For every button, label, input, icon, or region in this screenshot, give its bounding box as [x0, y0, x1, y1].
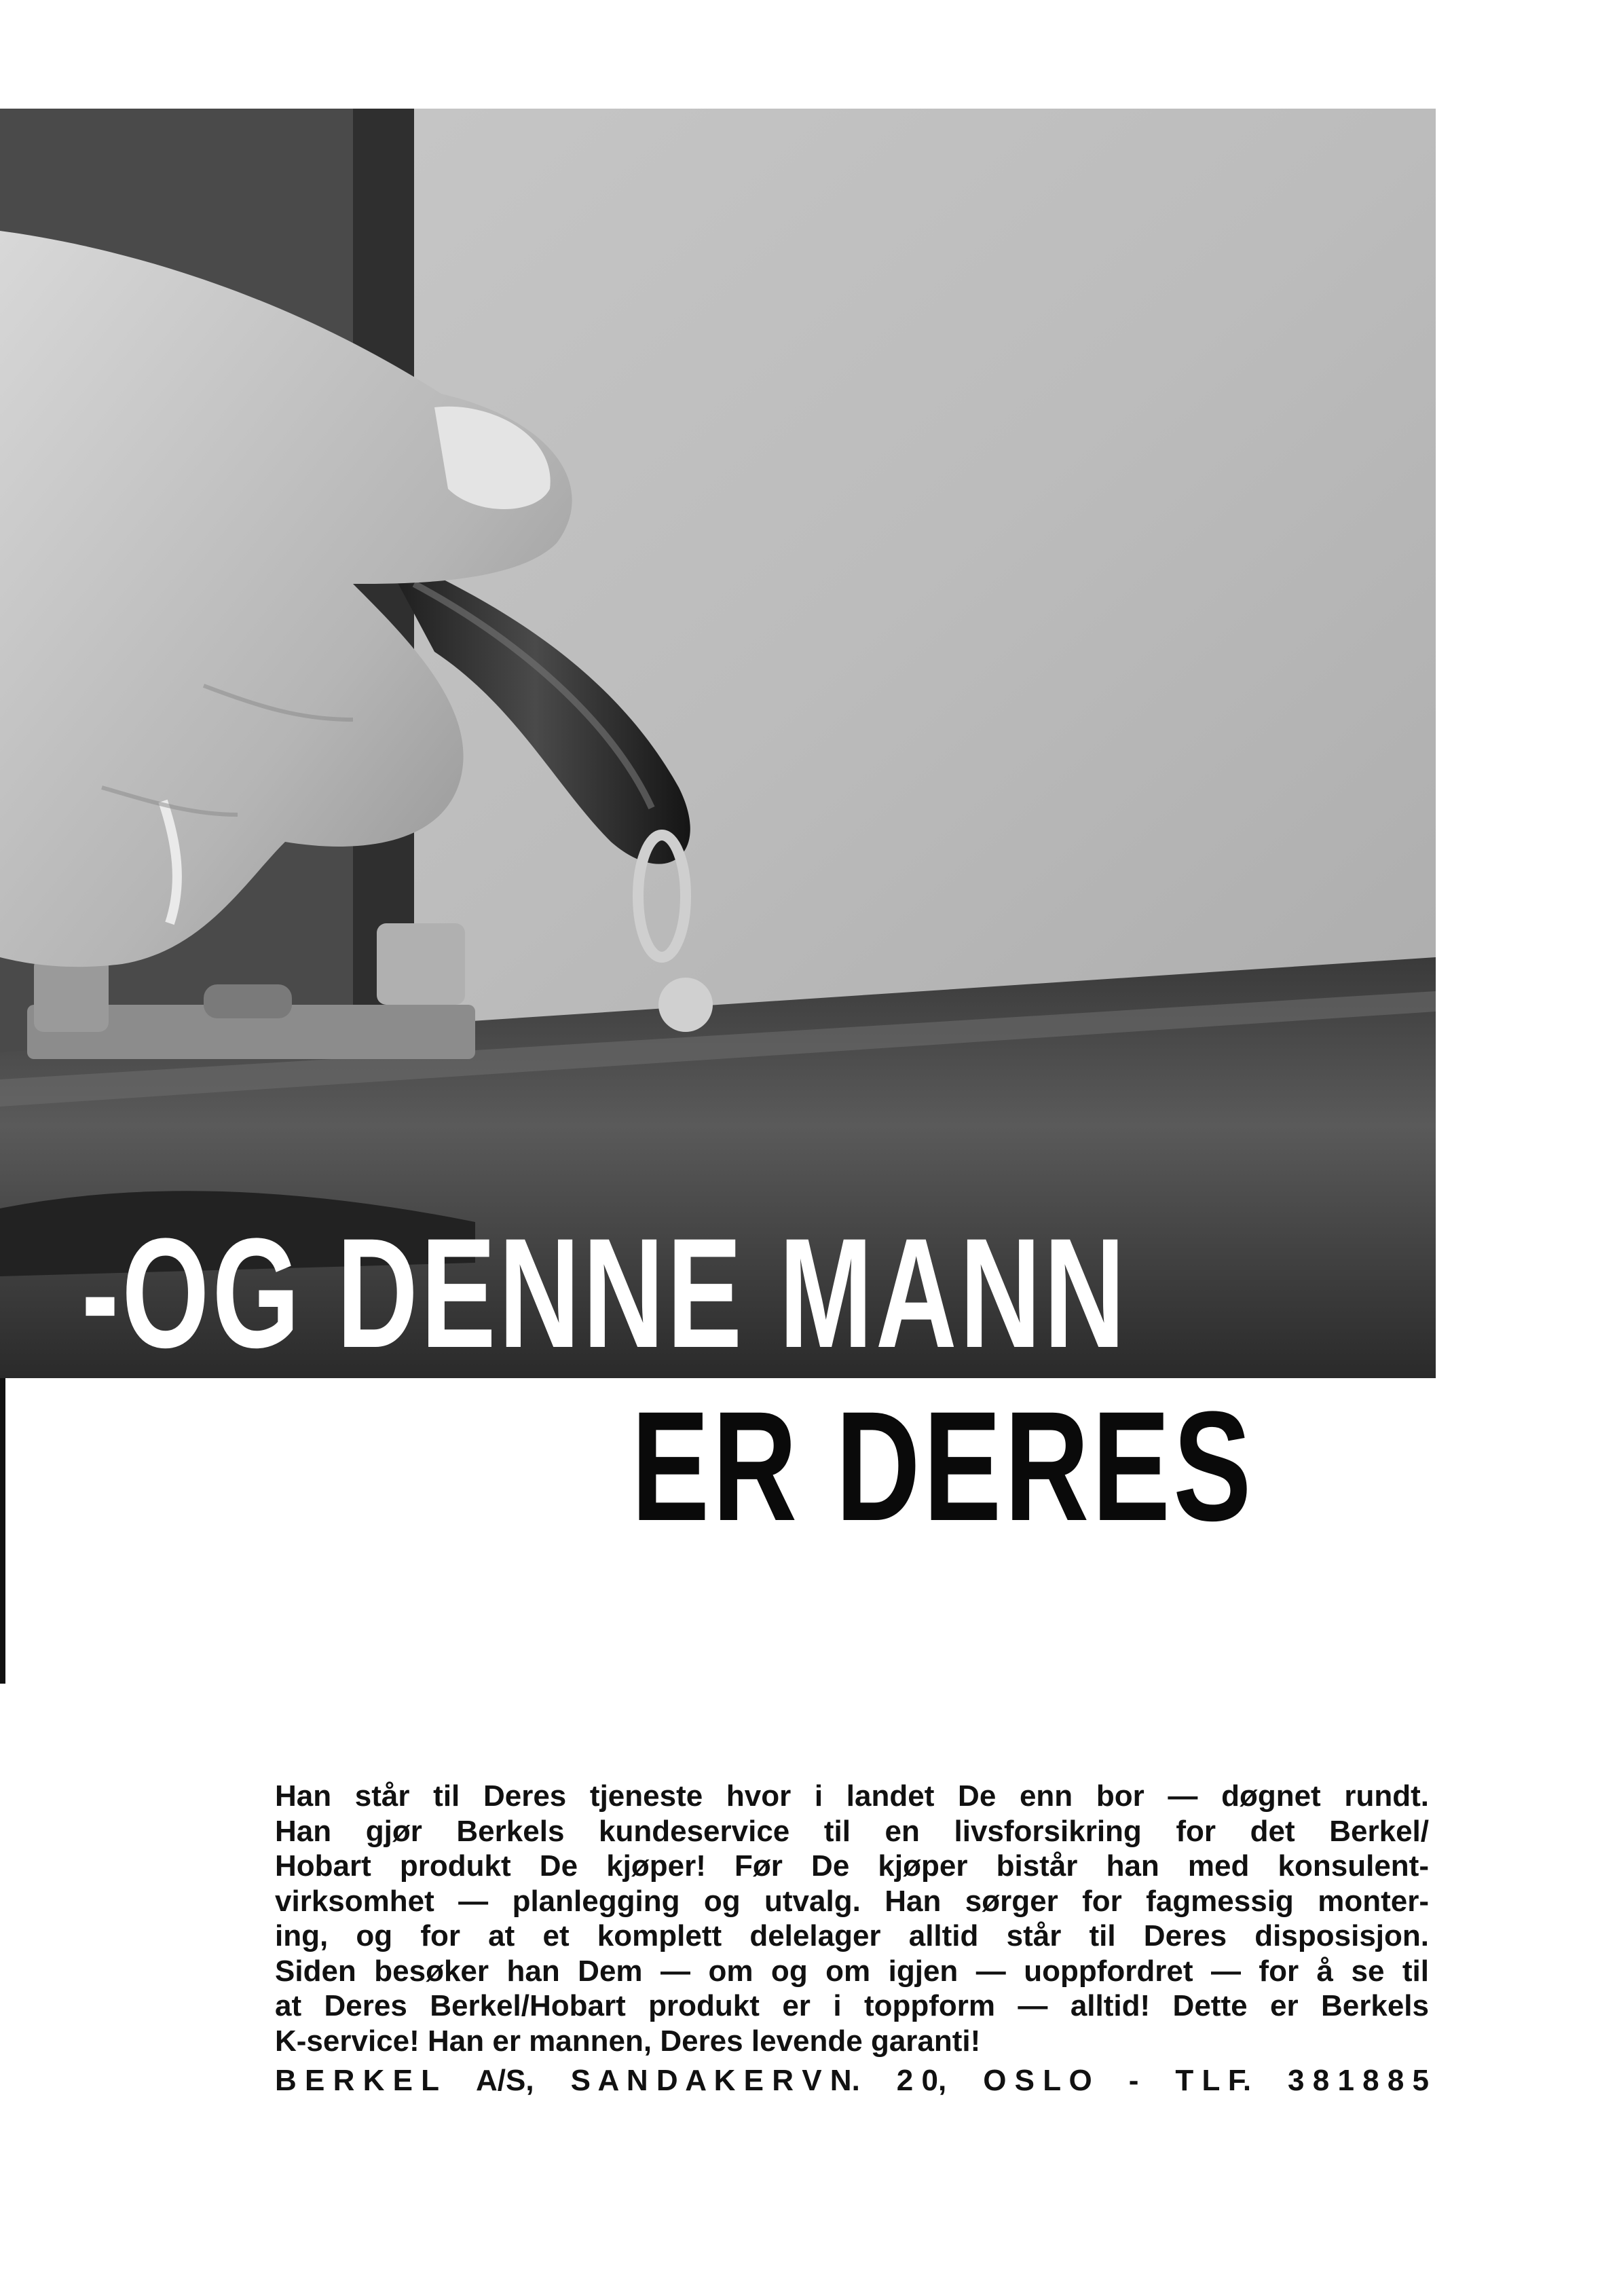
contact-separator: - [1128, 2064, 1139, 2097]
street-number: 2 0, [896, 2064, 947, 2097]
body-line-8: K-service! Han er mannen, Deres levende garanti! [275, 2024, 981, 2058]
hero-photo [0, 109, 1436, 1378]
phone-label: T L F. [1175, 2064, 1252, 2097]
phone-number: 3 8 1 8 8 5 [1288, 2064, 1429, 2097]
company-form: A/S, [476, 2064, 534, 2097]
body-line-5: ing, og for at et komplett delelager alltid står til Deres disposisjon. [275, 1919, 1429, 1952]
body-copy [275, 1779, 1429, 2058]
street-name: S A N D A K E R V N. [570, 2064, 860, 2097]
body-line-3: Hobart produkt De kjøper! Før De kjøper bistår han med konsulent- [275, 1849, 1429, 1883]
company-name: B E R K E L [275, 2064, 440, 2097]
hand-holding-briefcase-illustration [0, 109, 1436, 1378]
headline-line-2: ER DERES [631, 1379, 1254, 1553]
page-edge-mark [0, 1378, 5, 1684]
body-line-2: Han gjør Berkels kundeservice til en livsforsikring for det Berkel/ [275, 1814, 1429, 1848]
city-name: O S L O [983, 2064, 1092, 2097]
headline-line-1: -OG DENNE MANN [81, 1206, 1128, 1380]
body-line-1: Han står til Deres tjeneste hvor i landet De enn bor — døgnet rundt. [275, 1779, 1429, 1813]
contact-line [275, 2064, 1429, 2098]
body-line-6: Siden besøker han Dem — om og om igjen — uoppfordret — for å se til [275, 1954, 1429, 1988]
body-line-4: virksomhet — planlegging og utvalg. Han sørger for fagmessig monter- [275, 1884, 1429, 1918]
body-line-7: at Deres Berkel/Hobart produkt er i toppform — alltid! Dette er Berkels [275, 1989, 1429, 2022]
